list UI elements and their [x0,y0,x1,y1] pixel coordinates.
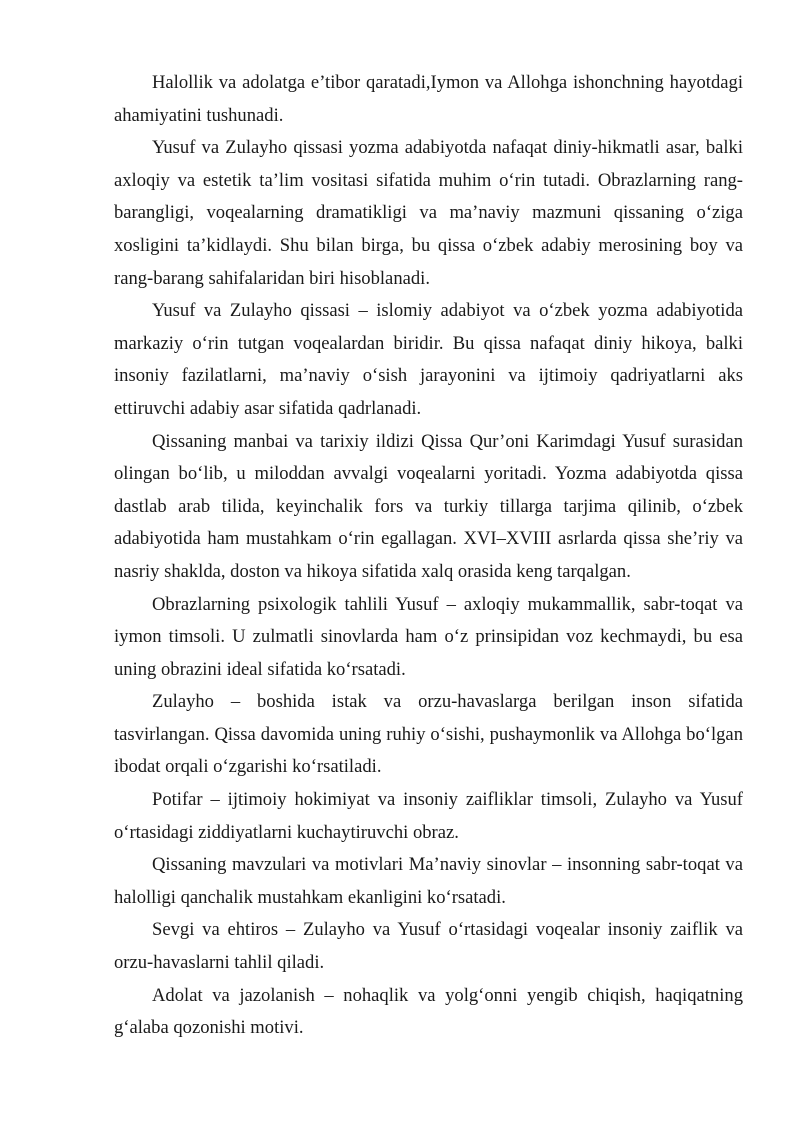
paragraph-5: Obrazlarning psixologik tahlili Yusuf – axloqiy mukammallik, sabr-toqat va iymon timsoli. U zulmatli sinovlarda ham o‘z prinsipidan voz kechmaydi, bu esa uning obrazini ideal sifatida ko‘rsatadi. [114,593,743,680]
paragraph-10: Adolat va jazolanish – nohaqlik va yolg‘onni yengib chiqish, haqiqatning g‘alaba qozonishi motivi. [114,984,743,1039]
paragraph-1: Halollik va adolatga e’tibor qaratadi,Iymon va Allohga ishonchning hayotdagi ahamiyatini tushunadi. [114,72,743,126]
paragraph-8: Qissaning mavzulari va motivlari Ma’naviy sinovlar – insonning sabr-toqat va halolligi qanchalik mustahkam ekanligini ko‘rsatadi. [114,854,743,908]
paragraph-2: Yusuf va Zulayho qissasi yozma adabiyotda nafaqat diniy-hikmatli asar, balki axloqiy va estetik ta’lim vositasi sifatida muhim o‘rin tutadi. Obrazlarning rang-barangligi, voqealarning dramatikligi va ma’naviy mazmuni qissaning o‘ziga xosligini ta’kidlaydi. Shu bilan birga, bu qissa o‘zbek adabiy merosining boy va rang-barang sahifalaridan biri hisoblanadi. [114,137,743,289]
paragraph-7: Potifar – ijtimoiy hokimiyat va insoniy zaifliklar timsoli, Zulayho va Yusuf o‘rtasidagi ziddiyatlarni kuchaytiruvchi obraz. [114,789,743,843]
paragraph-3: Yusuf va Zulayho qissasi – islomiy adabiyot va o‘zbek yozma adabiyotida markaziy o‘rin tutgan voqealardan biridir. Bu qissa nafaqat diniy hikoya, balki insoniy fazilatlarni, ma’naviy o‘sish jarayonini va ijtimoiy qadriyatlarni aks ettiruvchi adabiy asar sifatida qadrlanadi. [114,300,743,419]
paragraph-4: Qissaning manbai va tarixiy ildizi Qissa Qur’oni Karimdagi Yusuf surasidan olingan bo‘lib, u miloddan avvalgi voqealarni yoritadi. Yozma adabiyotda qissa dastlab arab tilida, keyinchalik fors va turkiy tillarga tarjima qilinib, o‘zbek adabiyotida ham mustahkam o‘rin egallagan. XVI–XVIII asrlarda qissa she’riy va nasriy shaklda, doston va hikoya sifatida xalq orasida keng tarqalgan. [114,430,743,582]
paragraph-9: Sevgi va ehtiros – Zulayho va Yusuf o‘rtasidagi voqealar insoniy zaiflik va orzu-havaslarni tahlil qiladi. [114,919,743,974]
paragraph-6: Zulayho – boshida istak va orzu-havaslarga berilgan inson sifatida tasvirlangan. Qissa davomida uning ruhiy o‘sishi, pushaymonlik va Allohga bo‘lgan ibodat orqali o‘zgarishi ko‘rsatiladi. [114,691,743,778]
